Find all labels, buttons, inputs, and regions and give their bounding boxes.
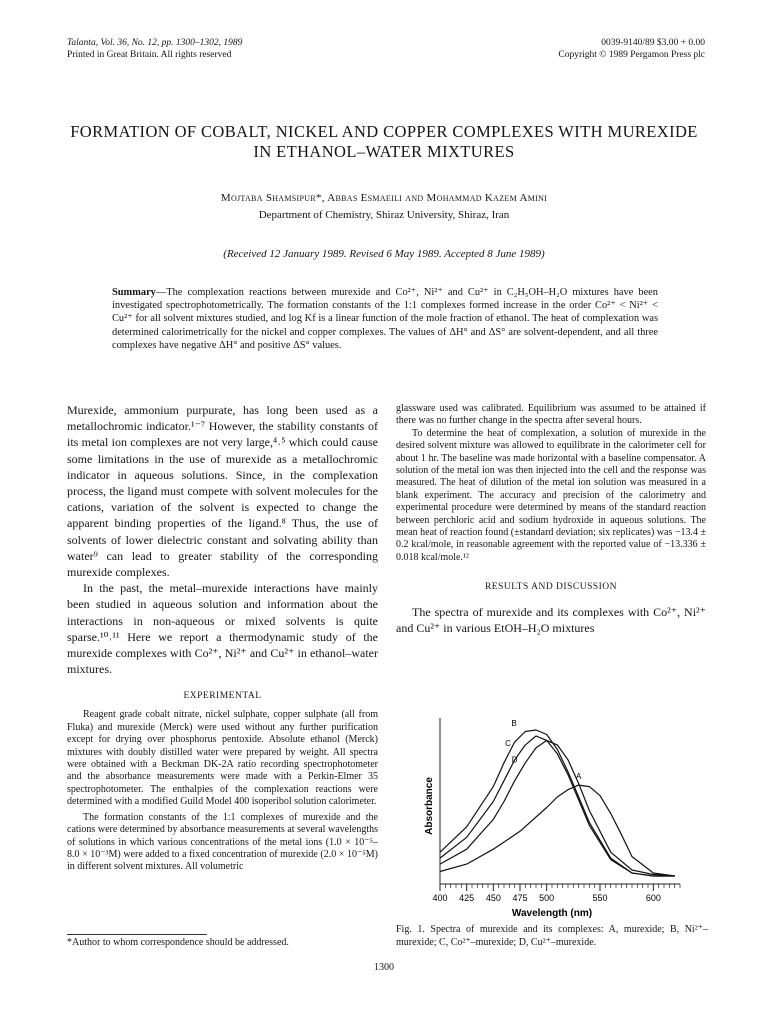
chart-ticks xyxy=(432,884,680,903)
results-heading: RESULTS AND DISCUSSION xyxy=(484,582,618,593)
intro-paragraph-2: In the past, the metal–murexide interactions have mainly been studied in aqueous solution and information about the interactions in non-aqueous or mixed solvents is quite sparse.¹⁰˒¹¹ Here we report a thermodynamic study of the murexide complexes with Co²⁺, Ni²⁺ and Cu²⁺ in ethanol–water mixtures. xyxy=(67,581,378,677)
series-c-label: C xyxy=(505,738,511,748)
intro-paragraph-1: Murexide, ammonium purpurate, has long been used as a metallochromic indicator.¹⁻⁷ However, the stability constants of its metal ion complexes are not very large,⁴˒⁵ which could cause some limitations in the use of murexide as a metallochromic indicator in aqueous solutions. Since, in the complexation process, the ligand must compete with solvent molecules for the cations, variation of the solvent is expected to change the apparent binding properties of the ligand.⁸ Thus, the use of solvents of lower dielectric constant and solvating ability than water⁹ can lead to greater stability of the corresponding murexide complexes. xyxy=(67,403,378,580)
x-tick-label: 475 xyxy=(512,893,528,903)
methods-paragraph-2: To determine the heat of complexation, a solution of murexide in the desired solvent mixture was allowed to equilibrate in the calorimeter cell for about 1 hr. The baseline was made horizontal with a baseline compensator. A solution of the metal ion was then injected into the cell and the response was measured. The heat of dilution of the metal ion solution was measured in a blank experiment. The accuracy and precision of the calorimetry and experimental procedure were determined by means of the standard reaction between perchloric acid and sodium hydroxide in aqueous solutions. The mean heat of reaction found (±standard deviation; six replicates) was −13.4 ± 0.2 kcal/mole, in reasonable agreement with the reported value of −13.336 ± 0.018 kcal/mole.¹² xyxy=(396,427,706,563)
footnote: *Author to whom correspondence should be addressed. xyxy=(67,937,289,948)
series-a-label: A xyxy=(575,772,582,782)
left-column xyxy=(67,402,378,874)
x-axis-label: Wavelength (nm) xyxy=(511,908,593,919)
y-axis-label: Absorbance xyxy=(424,777,435,835)
experimental-paragraph-2: The formation constants of the 1:1 complexes of murexide and the cations were determined by absorbance measurements at several wavelengths of solutions in which various concentrations of the metal ions (1.0 × 10⁻⁵–8.0 × 10⁻³M) were added to a fixed concentration of murexide (2.0 × 10⁻⁵M) in different solvent mixtures. All volumetric xyxy=(67,811,378,873)
right-column xyxy=(396,403,706,637)
footnote-rule xyxy=(67,934,207,935)
chart-plot-area xyxy=(440,719,675,876)
affiliation: Department of Chemistry, Shiraz University, Shiraz, Iran xyxy=(258,209,510,221)
figure-caption: Fig. 1. Spectra of murexide and its complexes: A, murexide; B, Ni²⁺–murexide; C, Co²⁺–murexide; D, Cu²⁺–murexide. xyxy=(396,924,708,948)
author-list: Mojtaba Shamsipur*, Abbas Esmaeili and Mohammad Kazem Amini xyxy=(220,192,548,204)
series-b-label: B xyxy=(511,719,517,728)
x-tick-label: 600 xyxy=(645,893,661,903)
abstract xyxy=(112,286,658,352)
article-title: FORMATION OF COBALT, NICKEL AND COPPER COMPLEXES WITH MUREXIDE IN ETHANOL–WATER MIXTURES xyxy=(70,122,698,161)
journal-citation xyxy=(67,38,242,61)
series-d-label: D xyxy=(511,755,518,765)
series-c-curve xyxy=(440,736,675,876)
journal-citation-line2: Printed in Great Britain. All rights reserved xyxy=(67,49,232,60)
x-tick-label: 500 xyxy=(539,893,555,903)
copyright-line: Copyright © 1989 Pergamon Press plc xyxy=(558,49,705,60)
results-paragraph-1: The spectra of murexide and its complexes with Co²⁺, Ni²⁺ and Cu²⁺ in various EtOH–H₂O mixtures xyxy=(396,605,706,636)
absorbance-spectra-chart xyxy=(396,700,708,922)
journal-citation-line1: Talanta, Vol. 36, No. 12, pp. 1300–1302, 1989 xyxy=(67,38,243,48)
x-tick-label: 450 xyxy=(485,893,501,903)
x-tick-label: 400 xyxy=(432,893,448,903)
experimental-heading: EXPERIMENTAL xyxy=(183,691,262,702)
series-a-curve xyxy=(440,785,675,876)
abstract-label: Summary xyxy=(112,287,156,298)
methods-paragraph-1: glassware used was calibrated. Equilibrium was assumed to be attained if there was no further change in the spectra after several hours. xyxy=(396,403,706,427)
copyright-block xyxy=(558,38,705,61)
received-dates: (Received 12 January 1989. Revised 6 May 1989. Accepted 8 June 1989) xyxy=(223,248,545,260)
price-code: 0039-9140/89 $3.00 + 0.00 xyxy=(601,38,705,48)
abstract-text: —The complexation reactions between murexide and Co²⁺, Ni²⁺ and Cu²⁺ in C₂H₅OH–H₂O mixtures have been investigated spectrophotometrically. The formation constants of the 1:1 complexes formed increase in the order Co²⁺ < Ni²⁺ < Cu²⁺ for all solvent mixtures studied, and log Kf is a linear function of the mole fraction of ethanol. The heat of complexation was determined calorimetrically for the nickel and copper complexes. The values of ΔH° and ΔS° are solvent-dependent, and all three complexes have negative ΔH° and positive ΔS° values. xyxy=(112,287,658,351)
page-number: 1300 xyxy=(374,962,394,973)
series-d-curve xyxy=(440,740,675,876)
x-tick-label: 425 xyxy=(459,893,475,903)
x-tick-label: 550 xyxy=(592,893,608,903)
series-b-curve xyxy=(440,730,675,876)
experimental-paragraph-1: Reagent grade cobalt nitrate, nickel sulphate, copper sulphate (all from Fluka) and murexide (Merck) were used without any further purification except for drying over phosphorus pentoxide. Absolute ethanol (Merck) mixtures with doubly distilled water were prepared by weight. All spectra were obtained with a Beckman DK-2A ratio recording spectrophotometer and the absorbance measurements were made with a Perkin-Elmer 35 spectrophotometer. The enthalpies of the complexation reactions were determined with a modified Guild Model 400 isoperibol solution calorimeter. xyxy=(67,709,378,808)
